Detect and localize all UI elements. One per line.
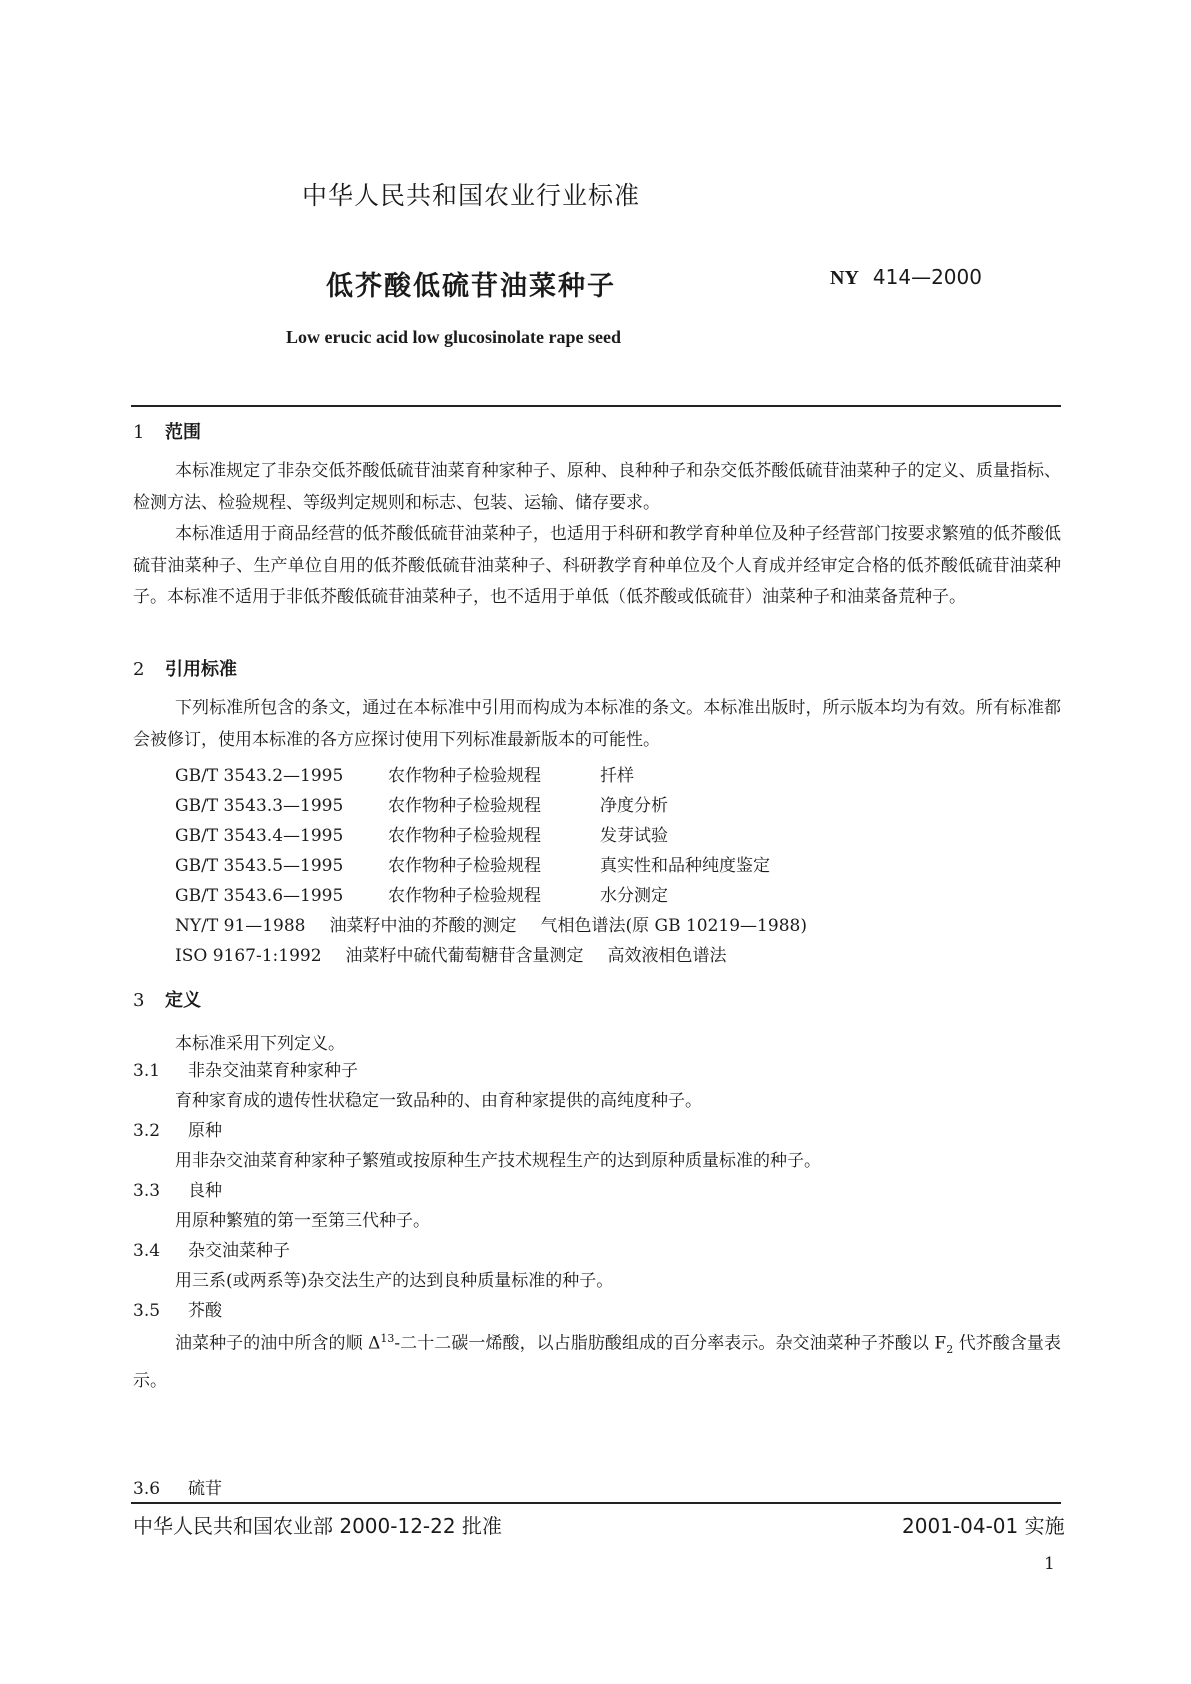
- document-title: 低芥酸低硫苷油菜种子: [326, 271, 616, 302]
- section-2-number: 2: [133, 659, 145, 680]
- reference-name: 农作物种子检验规程: [388, 826, 541, 846]
- reference-code: ISO 9167-1:1992: [175, 946, 322, 966]
- reference-code: GB/T 3543.4—1995: [175, 826, 344, 846]
- reference-code: GB/T 3543.5—1995: [175, 856, 344, 876]
- reference-code: NY/T 91—1988: [175, 916, 306, 936]
- reference-code: GB/T 3543.3—1995: [175, 796, 344, 816]
- section-1-title: 范围: [165, 422, 201, 443]
- reference-item-name: 水分测定: [600, 886, 668, 906]
- reference-code: GB/T 3543.6—1995: [175, 886, 344, 906]
- definition-term: [133, 1296, 222, 1321]
- english-subtitle: Low erucic acid low glucosinolate rape seed: [286, 327, 621, 347]
- reference-name: 农作物种子检验规程: [388, 796, 541, 816]
- reference-name: 油菜籽中硫代葡萄糖苷含量测定: [345, 946, 584, 966]
- approval-line: 中华人民共和国农业部 2000-12-22 批准: [133, 1514, 502, 1538]
- reference-item: [175, 881, 668, 906]
- definition-number: 3.1: [133, 1061, 161, 1081]
- reference-item: [175, 851, 770, 876]
- reference-item-name: 扦样: [600, 766, 634, 786]
- section-3-intro: 本标准采用下列定义。: [175, 1034, 345, 1054]
- section-2-title: 引用标准: [165, 659, 237, 680]
- section-1-paragraph-2: 本标准适用于商品经营的低芥酸低硫苷油菜种子，也适用于科研和教学育种单位及种子经营部门按要求繁殖的低芥酸低硫苷油菜种子、生产单位自用的低芥酸低硫苷油菜种子、科研教学育种单位及个人育成并经审定合格的低芥酸低硫苷油菜种子。本标准不适用于非低芥酸低硫苷油菜种子，也不适用于单低（低芥酸或低硫苷）油菜种子和油菜备荒种子。: [133, 524, 1061, 607]
- definition-term-name: 非杂交油菜育种家种子: [188, 1061, 358, 1081]
- section-1-paragraph-1: 本标准规定了非杂交低芥酸低硫苷油菜育种家种子、原种、良种种子和杂交低芥酸低硫苷油菜种子的定义、质量指标、检测方法、检验规程、等级判定规则和标志、包装、运输、储存要求。: [133, 461, 1061, 513]
- section-1-number: 1: [133, 422, 145, 443]
- definition-number: 3.4: [133, 1241, 161, 1261]
- reference-item-name: 净度分析: [600, 796, 668, 816]
- reference-code: GB/T 3543.2—1995: [175, 766, 344, 786]
- reference-name: 农作物种子检验规程: [388, 766, 541, 786]
- definition-number: 3.2: [133, 1121, 161, 1141]
- definition-term: [133, 1116, 222, 1141]
- footer-divider: [131, 1502, 1061, 1504]
- definition-number: 3.5: [133, 1301, 161, 1321]
- definition-body: 用三系(或两系等)杂交法生产的达到良种质量标准的种子。: [175, 1271, 614, 1291]
- definition-term-name: 硫苷: [188, 1479, 222, 1499]
- definition-term-name: 良种: [188, 1181, 222, 1201]
- definition-body: 育种家育成的遗传性状稳定一致品种的、由育种家提供的高纯度种子。: [175, 1091, 702, 1111]
- reference-item-name: 气相色谱法(原 GB 10219—1988): [540, 916, 807, 936]
- definition-term-name: 原种: [188, 1121, 222, 1141]
- header-divider: [131, 405, 1061, 407]
- definition-body: 油菜种子的油中所含的顺 $\Delta^{13}-$二十二碳一烯酸，以占脂肪酸组成的百分率表示。杂交油菜种子芥酸以 $F_2$ 代芥酸含量表示。: [133, 1332, 1061, 1391]
- section-3-heading: [133, 986, 201, 1012]
- definition-term: [133, 1176, 222, 1201]
- standard-code: 414—2000: [872, 265, 982, 289]
- definition-body: 用非杂交油菜育种家种子繁殖或按原种生产技术规程生产的达到原种质量标准的种子。: [175, 1151, 821, 1171]
- reference-item: [175, 911, 807, 936]
- reference-item-name: 高效液相色谱法: [607, 946, 727, 966]
- implementation-date: 2001-04-01 实施: [902, 1514, 1065, 1538]
- definition-number: 3.3: [133, 1181, 161, 1201]
- definition-term-name: 芥酸: [188, 1301, 222, 1321]
- reference-item: [175, 941, 727, 966]
- definition-term: [133, 1236, 290, 1261]
- standard-number: [830, 265, 982, 290]
- reference-name: 农作物种子检验规程: [388, 856, 541, 876]
- section-2-heading: [133, 655, 237, 681]
- definition-term: [133, 1474, 222, 1499]
- reference-item-name: 真实性和品种纯度鉴定: [600, 856, 770, 876]
- reference-item: [175, 761, 634, 786]
- reference-item: [175, 821, 668, 846]
- section-2-intro: 下列标准所包含的条文，通过在本标准中引用而构成为本标准的条文。本标准出版时，所示版本均为有效。所有标准都会被修订，使用本标准的各方应探讨使用下列标准最新版本的可能性。: [133, 698, 1061, 750]
- reference-name: 油菜籽中油的芥酸的测定: [329, 916, 517, 936]
- reference-item: [175, 791, 668, 816]
- section-1-heading: [133, 418, 201, 444]
- definition-body: 用原种繁殖的第一至第三代种子。: [175, 1211, 430, 1231]
- reference-name: 农作物种子检验规程: [388, 886, 541, 906]
- standard-prefix: NY: [830, 267, 859, 289]
- reference-item-name: 发芽试验: [600, 826, 668, 846]
- issuing-body: 中华人民共和国农业行业标准: [302, 181, 641, 210]
- definition-number: 3.6: [133, 1479, 161, 1499]
- definition-term-name: 杂交油菜种子: [188, 1241, 290, 1261]
- section-3-title: 定义: [165, 990, 201, 1011]
- definition-term: [133, 1056, 358, 1081]
- page-number: 1: [1044, 1554, 1055, 1574]
- section-3-number: 3: [133, 990, 145, 1011]
